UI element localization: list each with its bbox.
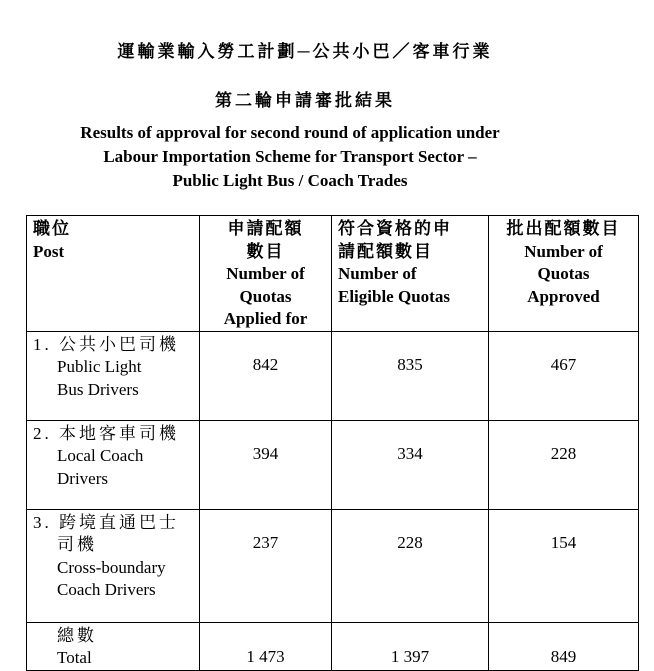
- post-zh: 公共小巴司機: [59, 334, 179, 354]
- post-cell: [27, 331, 200, 420]
- post-cell: [27, 420, 200, 509]
- post-en2: Bus Drivers: [57, 379, 139, 399]
- table-total-row: [27, 622, 639, 670]
- applied-cell: 394: [200, 420, 332, 509]
- post-zh: 本地客車司機: [59, 423, 179, 443]
- post-zh1: 跨境直通巴士: [59, 512, 179, 532]
- title-english-line1: Results of approval for second round of application under: [80, 123, 500, 142]
- post-en1: Local Coach: [57, 446, 144, 465]
- total-zh: 總數: [57, 625, 97, 645]
- results-table: [26, 215, 639, 671]
- header-post-en: Post: [33, 241, 65, 261]
- approved-cell: 228: [489, 420, 639, 509]
- header-eligible: [332, 216, 489, 332]
- eligible-cell: 228: [332, 509, 489, 622]
- total-label-cell: [27, 622, 200, 670]
- title-chinese-line1: 運輸業輸入勞工計劃─公共小巴／客車行業: [117, 42, 493, 61]
- header-approved-en3: Approved: [527, 286, 600, 306]
- approved-cell: 154: [489, 509, 639, 622]
- header-applied-en1: Number of: [226, 264, 305, 283]
- applied-cell: 237: [200, 509, 332, 622]
- total-en: Total: [57, 648, 92, 667]
- total-approved-cell: 849: [489, 622, 639, 670]
- title-english-line3: Public Light Bus / Coach Trades: [172, 171, 408, 190]
- table-header-row: [27, 216, 639, 332]
- approved-cell: 467: [489, 331, 639, 420]
- post-zh2: 司機: [57, 535, 97, 554]
- header-applied: [200, 216, 332, 332]
- header-approved: [489, 216, 639, 332]
- post-en1: Cross-boundary: [57, 557, 166, 577]
- row-index: 1.: [33, 334, 52, 354]
- header-approved-en1: Number of: [524, 241, 603, 261]
- header-applied-en2: Quotas: [239, 286, 292, 306]
- eligible-cell: 334: [332, 420, 489, 509]
- header-applied-zh1: 申請配額: [227, 219, 304, 238]
- row-index: 2.: [33, 423, 52, 443]
- header-eligible-en1: Number of: [338, 264, 417, 283]
- row-index: 3.: [33, 512, 52, 532]
- header-applied-en3: Applied for: [223, 309, 308, 328]
- post-en2: Coach Drivers: [57, 580, 156, 599]
- header-eligible-en2: Eligible Quotas: [338, 286, 450, 306]
- header-approved-zh1: 批出配額數目: [506, 219, 621, 238]
- total-applied-cell: 1 473: [200, 622, 332, 670]
- post-cell: [27, 509, 200, 622]
- applied-cell: 842: [200, 331, 332, 420]
- eligible-cell: 835: [332, 331, 489, 420]
- title-chinese-line2: 第二輪申請審批結果: [215, 91, 395, 110]
- total-eligible-cell: 1 397: [332, 622, 489, 670]
- header-post: [27, 216, 200, 332]
- title-english-line2: Labour Importation Scheme for Transport Sector –: [103, 147, 477, 166]
- header-applied-zh2: 數目: [246, 241, 285, 261]
- post-en2: Drivers: [57, 468, 108, 488]
- table-row: [27, 331, 639, 420]
- header-eligible-zh1: 符合資格的申: [338, 219, 452, 238]
- header-approved-en2: Quotas: [537, 264, 590, 283]
- header-post-zh: 職位: [33, 219, 71, 238]
- table-row: [27, 509, 639, 622]
- table-row: [27, 420, 639, 509]
- post-en1: Public Light: [57, 357, 142, 376]
- title-english: [0, 121, 580, 193]
- header-eligible-zh2: 請配額數目: [338, 241, 433, 261]
